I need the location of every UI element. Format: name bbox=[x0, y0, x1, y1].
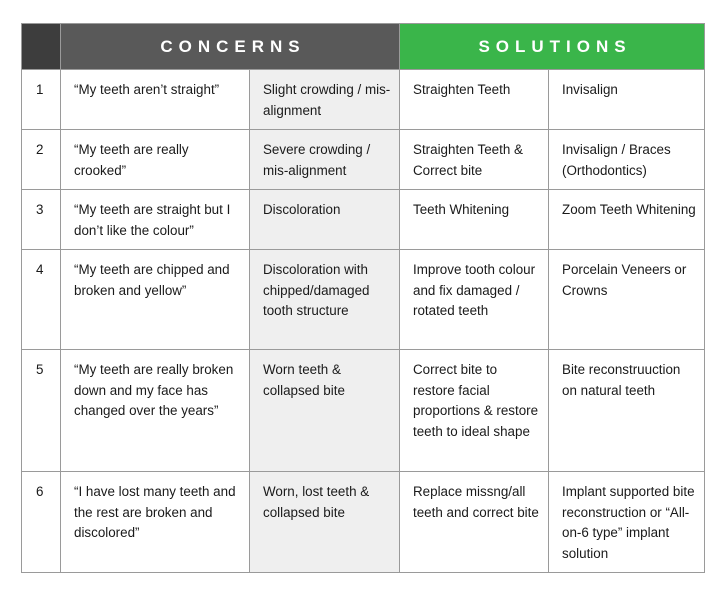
condition-cell: Discoloration bbox=[250, 190, 400, 250]
patient-quote: “My teeth are chipped and broken and yellow” bbox=[61, 250, 250, 350]
treatment-cell: Zoom Teeth Whitening bbox=[549, 190, 705, 250]
patient-quote: “My teeth are really crooked” bbox=[61, 130, 250, 190]
treatment-cell: Invisalign / Braces (Orthodontics) bbox=[549, 130, 705, 190]
concerns-header: CONCERNS bbox=[61, 24, 400, 70]
treatment-cell: Invisalign bbox=[549, 70, 705, 130]
treatment-cell: Porcelain Veneers or Crowns bbox=[549, 250, 705, 350]
solution-cell: Improve tooth colour and fix damaged / rotated teeth bbox=[400, 250, 549, 350]
solutions-header: SOLUTIONS bbox=[400, 24, 705, 70]
condition-cell: Discoloration with chipped/damaged tooth structure bbox=[250, 250, 400, 350]
row-number: 6 bbox=[22, 472, 61, 573]
solution-cell: Replace missng/all teeth and correct bite bbox=[400, 472, 549, 573]
solution-cell: Straighten Teeth bbox=[400, 70, 549, 130]
concerns-solutions-table bbox=[21, 23, 705, 573]
row-number: 5 bbox=[22, 350, 61, 472]
solution-cell: Correct bite to restore facial proportions & restore teeth to ideal shape bbox=[400, 350, 549, 472]
patient-quote: “I have lost many teeth and the rest are broken and discolored” bbox=[61, 472, 250, 573]
patient-quote: “My teeth are really broken down and my face has changed over the years” bbox=[61, 350, 250, 472]
patient-quote: “My teeth are straight but I don’t like the colour” bbox=[61, 190, 250, 250]
table-row bbox=[22, 250, 705, 350]
treatment-cell: Implant supported bite reconstruction or “All-on-6 type” implant solution bbox=[549, 472, 705, 573]
solution-cell: Teeth Whitening bbox=[400, 190, 549, 250]
table-row bbox=[22, 130, 705, 190]
header-blank-cell bbox=[22, 24, 61, 70]
condition-cell: Severe crowding / mis-alignment bbox=[250, 130, 400, 190]
row-number: 1 bbox=[22, 70, 61, 130]
row-number: 4 bbox=[22, 250, 61, 350]
table-header-row bbox=[22, 24, 705, 70]
patient-quote: “My teeth aren’t straight” bbox=[61, 70, 250, 130]
table-row bbox=[22, 350, 705, 472]
table-row bbox=[22, 70, 705, 130]
condition-cell: Worn, lost teeth & collapsed bite bbox=[250, 472, 400, 573]
solution-cell: Straighten Teeth & Correct bite bbox=[400, 130, 549, 190]
row-number: 3 bbox=[22, 190, 61, 250]
condition-cell: Slight crowding / mis-alignment bbox=[250, 70, 400, 130]
treatment-cell: Bite reconstruuction on natural teeth bbox=[549, 350, 705, 472]
table-row bbox=[22, 472, 705, 573]
row-number: 2 bbox=[22, 130, 61, 190]
condition-cell: Worn teeth & collapsed bite bbox=[250, 350, 400, 472]
table-row bbox=[22, 190, 705, 250]
